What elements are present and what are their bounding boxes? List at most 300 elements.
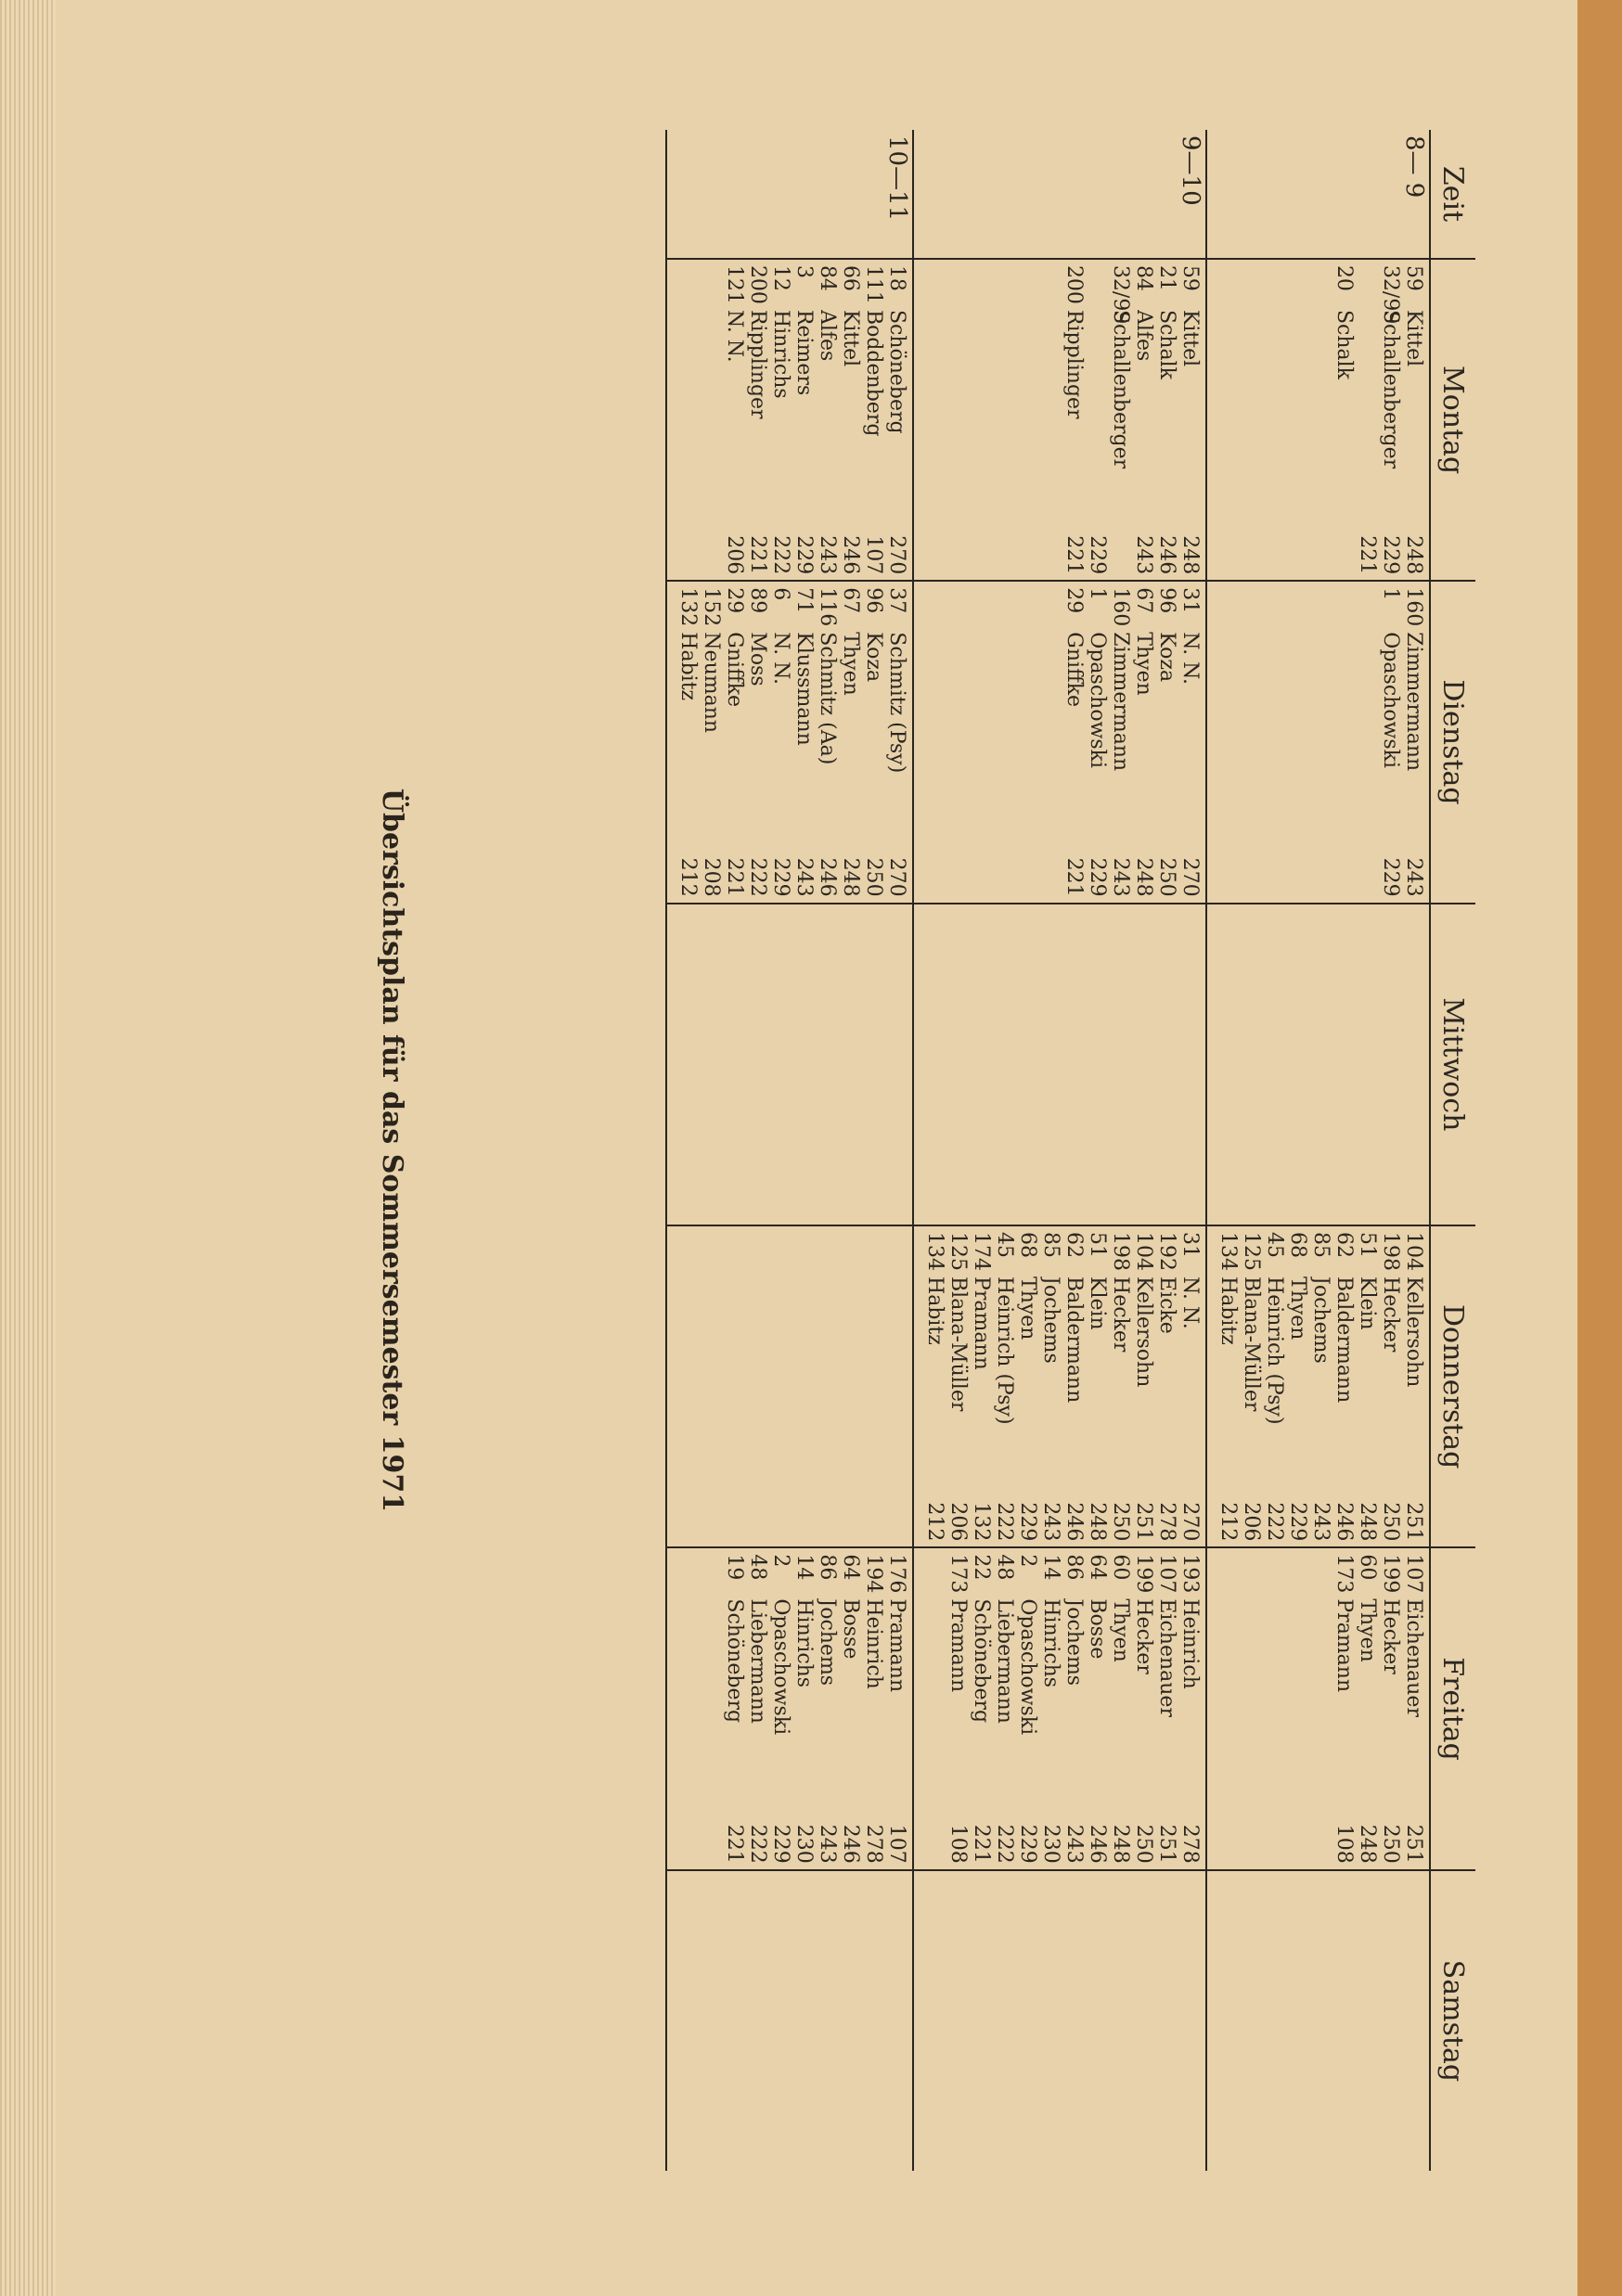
course-room: 222 — [993, 1824, 1016, 1864]
course-number: 200 — [746, 264, 769, 304]
course-room: 251 — [1402, 1824, 1425, 1864]
day-cell-mittwoch — [913, 904, 1206, 1225]
day-cell-samstag — [666, 1870, 913, 2171]
course-entry — [1062, 1232, 1086, 1541]
course-number: 67 — [1132, 587, 1155, 614]
course-room: 270 — [885, 535, 908, 575]
course-number: 32/99 — [1109, 264, 1132, 325]
course-entry — [1332, 265, 1356, 574]
course-entry — [1109, 265, 1132, 574]
course-entry — [1379, 1232, 1402, 1541]
course-lecturer: Blana-Müller — [946, 1276, 970, 1412]
course-lecturer: Moss — [746, 632, 769, 686]
course-entry — [885, 1554, 908, 1863]
course-room: 243 — [816, 535, 839, 575]
course-number: 22 — [970, 1554, 993, 1581]
course-number: 2 — [769, 1554, 792, 1568]
course-number: 107 — [1402, 1554, 1425, 1594]
course-entry — [1062, 587, 1086, 896]
course-number: 45 — [1263, 1232, 1286, 1259]
course-room: 243 — [1402, 857, 1425, 897]
course-number: 6 — [769, 587, 792, 601]
day-cell-dienstag — [913, 581, 1206, 903]
course-room: 250 — [1379, 1824, 1402, 1864]
course-number: 192 — [1155, 1232, 1178, 1272]
course-entry — [885, 265, 908, 574]
course-entry — [1086, 265, 1109, 574]
course-room: 229 — [1016, 1824, 1039, 1864]
course-entry — [839, 587, 862, 896]
course-lecturer: Koza — [862, 632, 885, 683]
course-number: 18 — [885, 264, 908, 291]
course-number: 86 — [816, 1554, 839, 1581]
course-lecturer: Alfes — [1132, 309, 1155, 362]
course-entry — [746, 265, 769, 574]
course-room: 229 — [769, 857, 792, 897]
course-number: 173 — [1332, 1554, 1356, 1594]
course-lecturer: Kellersohn — [1402, 1276, 1425, 1388]
course-number: 31 — [1178, 587, 1202, 614]
course-lecturer: Boddenberg — [862, 309, 885, 437]
header-freitag: Freitag — [1430, 1547, 1475, 1869]
course-entry — [723, 265, 746, 574]
course-number: 198 — [1379, 1232, 1402, 1272]
course-lecturer: Jochems — [1062, 1598, 1086, 1687]
course-number: 174 — [970, 1232, 993, 1272]
course-entry — [1309, 1232, 1332, 1541]
course-lecturer: Habitz — [1216, 1276, 1240, 1345]
course-lecturer: Blana-Müller — [1240, 1276, 1263, 1412]
course-entry — [1178, 1554, 1202, 1863]
course-room: 243 — [792, 857, 816, 897]
course-room: 248 — [839, 857, 862, 897]
course-lecturer: Baldermann — [1332, 1276, 1356, 1404]
course-number: 37 — [885, 587, 908, 614]
course-lecturer: Klein — [1356, 1276, 1379, 1330]
course-lecturer: Schalk — [1332, 309, 1356, 379]
course-number: 51 — [1086, 1232, 1109, 1259]
course-lecturer: Heinrich — [1178, 1598, 1202, 1689]
course-number: 45 — [993, 1232, 1016, 1259]
course-entry — [1402, 587, 1425, 896]
course-lecturer: Hinrichs — [769, 309, 792, 399]
day-cell-freitag — [913, 1547, 1206, 1869]
course-number: 199 — [1379, 1554, 1402, 1594]
time-cell: 9—10 — [913, 130, 1206, 259]
course-room: 229 — [769, 1824, 792, 1864]
course-room: 246 — [839, 1824, 862, 1864]
time-slot-row — [666, 130, 913, 2171]
course-lecturer: Thyen — [1132, 632, 1155, 696]
course-number: 104 — [1132, 1232, 1155, 1272]
course-number: 31 — [1178, 1232, 1202, 1259]
course-entry — [1132, 1232, 1155, 1541]
course-lecturer: Hecker — [1379, 1276, 1402, 1353]
course-room: 250 — [1155, 857, 1178, 897]
course-room: 251 — [1402, 1502, 1425, 1542]
course-room: 270 — [1178, 1502, 1202, 1542]
course-number: 20 — [1332, 264, 1356, 291]
course-number: 96 — [862, 587, 885, 614]
course-entry — [792, 265, 816, 574]
course-lecturer: Schmitz (Psy) — [885, 632, 908, 774]
time-slot-row — [913, 130, 1206, 2171]
course-lecturer: Thyen — [1109, 1598, 1132, 1662]
course-lecturer: Liebermann — [993, 1598, 1016, 1724]
course-number: 125 — [946, 1232, 970, 1272]
day-cell-donnerstag — [666, 1225, 913, 1547]
day-cell-donnerstag — [913, 1225, 1206, 1547]
course-lecturer: Hinrichs — [792, 1598, 816, 1688]
course-room: 229 — [792, 535, 816, 575]
course-number: 60 — [1109, 1554, 1132, 1581]
course-lecturer — [1356, 310, 1379, 530]
course-lecturer: Zimmermann — [1109, 632, 1132, 772]
course-room: 230 — [1039, 1824, 1062, 1864]
course-lecturer: Schmitz (Aa) — [816, 632, 839, 765]
day-cell-samstag — [1206, 1870, 1430, 2171]
course-entry — [792, 587, 816, 896]
course-lecturer: Pramann — [1332, 1598, 1356, 1693]
course-room: 270 — [1178, 857, 1202, 897]
course-number: 64 — [839, 1554, 862, 1581]
course-lecturer: Schallenberger — [1109, 309, 1132, 469]
course-entry — [923, 1232, 946, 1541]
course-room: 248 — [1132, 857, 1155, 897]
course-room: 212 — [676, 857, 700, 897]
course-lecturer: Thyen — [1286, 1276, 1309, 1340]
course-room: 248 — [1109, 1824, 1132, 1864]
course-room: 243 — [816, 1824, 839, 1864]
course-lecturer: Neumann — [700, 632, 723, 734]
course-number: 2 — [1016, 1554, 1039, 1568]
course-lecturer: Reimers — [792, 309, 816, 396]
time-slot-row — [1206, 130, 1430, 2171]
course-number: 104 — [1402, 1232, 1425, 1272]
course-lecturer — [1086, 310, 1109, 530]
course-room: 221 — [1356, 535, 1379, 575]
course-number: 59 — [1178, 264, 1202, 291]
course-entry — [723, 1554, 746, 1863]
course-room: 246 — [1155, 535, 1178, 575]
course-room: 243 — [1309, 1502, 1332, 1542]
course-entry — [1402, 265, 1425, 574]
course-entry — [1109, 587, 1132, 896]
day-cell-mittwoch — [1206, 904, 1430, 1225]
header-mittwoch: Mittwoch — [1430, 904, 1475, 1225]
time-cell: 8— 9 — [1206, 130, 1430, 259]
course-lecturer: Bosse — [1086, 1598, 1109, 1660]
day-cell-montag — [666, 259, 913, 581]
course-number: 67 — [839, 587, 862, 614]
course-number: 173 — [946, 1554, 970, 1594]
course-room: 229 — [1379, 857, 1402, 897]
course-lecturer: Habitz — [676, 632, 700, 701]
course-lecturer: Schöneberg — [970, 1598, 993, 1724]
course-lecturer: Pramann — [970, 1276, 993, 1370]
course-lecturer: Hecker — [1132, 1598, 1155, 1674]
course-room: 229 — [1086, 857, 1109, 897]
course-number: 14 — [1039, 1554, 1062, 1581]
header-montag: Montag — [1430, 259, 1475, 581]
course-entry — [1178, 265, 1202, 574]
course-number: 198 — [1109, 1232, 1132, 1272]
course-number: 85 — [1309, 1232, 1332, 1259]
course-entry — [1016, 1232, 1039, 1541]
course-entry — [769, 265, 792, 574]
course-room: 251 — [1132, 1502, 1155, 1542]
course-entry — [816, 265, 839, 574]
course-entry — [946, 1554, 970, 1863]
course-room: 222 — [746, 857, 769, 897]
course-number: 116 — [816, 587, 839, 627]
day-cell-dienstag — [1206, 581, 1430, 903]
course-number: 21 — [1155, 264, 1178, 291]
day-cell-montag — [913, 259, 1206, 581]
course-room: 270 — [885, 857, 908, 897]
header-dienstag: Dienstag — [1430, 581, 1475, 903]
course-room: 221 — [1062, 857, 1086, 897]
course-room: 208 — [700, 857, 723, 897]
course-lecturer: Hinrichs — [1039, 1598, 1062, 1688]
course-entry — [816, 1554, 839, 1863]
course-number: 60 — [1356, 1554, 1379, 1581]
course-entry — [1062, 1554, 1086, 1863]
course-number: 111 — [862, 264, 885, 304]
course-room: 248 — [1178, 535, 1202, 575]
course-number: 134 — [1216, 1232, 1240, 1272]
course-entry — [1332, 1232, 1356, 1541]
course-lecturer: Pramann — [946, 1598, 970, 1693]
course-entry — [1216, 1232, 1240, 1541]
course-number: 19 — [723, 1554, 746, 1581]
course-lecturer: Gniffke — [723, 632, 746, 708]
course-lecturer: Baldermann — [1062, 1276, 1086, 1404]
course-entry — [1286, 1232, 1309, 1541]
course-room: 248 — [1356, 1824, 1379, 1864]
header-zeit: Zeit — [1430, 130, 1475, 259]
course-lecturer: Jochems — [816, 1598, 839, 1687]
course-lecturer: Jochems — [1039, 1276, 1062, 1364]
course-number: 12 — [769, 264, 792, 291]
course-lecturer: Kittel — [1178, 309, 1202, 367]
course-number: 86 — [1062, 1554, 1086, 1581]
book-edge-strip — [1577, 0, 1622, 2296]
course-number: 32/99 — [1379, 264, 1402, 325]
course-entry — [839, 1554, 862, 1863]
header-samstag: Samstag — [1430, 1870, 1475, 2171]
course-room: 229 — [1016, 1502, 1039, 1542]
course-lecturer: Schallenberger — [1379, 309, 1402, 469]
course-number: 48 — [993, 1554, 1016, 1581]
course-entry — [1356, 1232, 1379, 1541]
course-lecturer: Kittel — [839, 309, 862, 367]
course-entry — [1240, 1232, 1263, 1541]
course-number — [1356, 265, 1379, 310]
course-number: 85 — [1039, 1232, 1062, 1259]
course-room: 250 — [1379, 1502, 1402, 1542]
course-lecturer: Opaschowski — [769, 1598, 792, 1736]
course-lecturer: Ripplinger — [1062, 309, 1086, 419]
course-lecturer: Habitz — [923, 1276, 946, 1345]
course-number — [1086, 265, 1109, 310]
course-entry — [792, 1554, 816, 1863]
course-number: 96 — [1155, 587, 1178, 614]
course-number: 152 — [700, 587, 723, 627]
course-entry — [946, 1232, 970, 1541]
course-entry — [816, 587, 839, 896]
course-lecturer: Thyen — [1016, 1276, 1039, 1340]
course-entry — [970, 1554, 993, 1863]
course-room: 243 — [1132, 535, 1155, 575]
course-number: 59 — [1402, 264, 1425, 291]
day-cell-donnerstag — [1206, 1225, 1430, 1547]
course-room: 243 — [1039, 1502, 1062, 1542]
course-room: 206 — [946, 1502, 970, 1542]
course-entry — [700, 587, 723, 896]
course-number: 48 — [746, 1554, 769, 1581]
course-room: 107 — [885, 1824, 908, 1864]
course-entry — [1132, 265, 1155, 574]
course-room: 229 — [1379, 535, 1402, 575]
course-lecturer: Ripplinger — [746, 309, 769, 419]
course-room: 278 — [1155, 1502, 1178, 1542]
course-lecturer: Kellersohn — [1132, 1276, 1155, 1388]
course-lecturer: Schöneberg — [723, 1598, 746, 1724]
day-cell-dienstag — [666, 581, 913, 903]
course-lecturer: Opaschowski — [1379, 632, 1402, 769]
course-lecturer: Eichenauer — [1155, 1598, 1178, 1717]
course-entry — [723, 587, 746, 896]
course-number: 84 — [1132, 264, 1155, 291]
course-room: 246 — [1086, 1824, 1109, 1864]
course-room: 246 — [1062, 1502, 1086, 1542]
course-number: 64 — [1086, 1554, 1109, 1581]
course-room: 230 — [792, 1824, 816, 1864]
course-entry — [1132, 1554, 1155, 1863]
course-entry — [769, 587, 792, 896]
course-number: 132 — [676, 587, 700, 627]
schedule-table — [665, 130, 1475, 2171]
course-number: 68 — [1286, 1232, 1309, 1259]
course-number: 3 — [792, 264, 816, 278]
course-number: 29 — [723, 587, 746, 614]
course-room: 251 — [1155, 1824, 1178, 1864]
course-room: 221 — [1062, 535, 1086, 575]
course-lecturer: Hecker — [1379, 1598, 1402, 1674]
course-lecturer: Bosse — [839, 1598, 862, 1660]
course-lecturer: Schalk — [1155, 309, 1178, 379]
course-number: 71 — [792, 587, 816, 614]
course-entry — [1109, 1232, 1132, 1541]
course-lecturer: Klein — [1086, 1276, 1109, 1330]
course-room: 221 — [970, 1824, 993, 1864]
course-room: 243 — [1109, 857, 1132, 897]
course-room: 248 — [1402, 535, 1425, 575]
course-number: 51 — [1356, 1232, 1379, 1259]
course-entry — [746, 587, 769, 896]
course-number: 14 — [792, 1554, 816, 1581]
course-number: 176 — [885, 1554, 908, 1594]
course-entry — [1263, 1232, 1286, 1541]
course-entry — [1109, 1554, 1132, 1863]
course-lecturer: Koza — [1155, 632, 1178, 683]
course-room: 206 — [723, 535, 746, 575]
course-lecturer: Liebermann — [746, 1598, 769, 1724]
course-entry — [746, 1554, 769, 1863]
course-room: 108 — [946, 1824, 970, 1864]
course-entry — [1086, 1232, 1109, 1541]
course-number: 89 — [746, 587, 769, 614]
course-lecturer: Eicke — [1155, 1276, 1178, 1334]
course-entry — [1178, 587, 1202, 896]
course-number: 68 — [1016, 1232, 1039, 1259]
schedule-body — [666, 130, 1430, 2171]
course-room: 206 — [1240, 1502, 1263, 1542]
course-room: 250 — [862, 857, 885, 897]
course-number: 29 — [1062, 587, 1086, 614]
course-room — [1332, 530, 1356, 574]
course-number: 194 — [862, 1554, 885, 1594]
course-entry — [839, 265, 862, 574]
header-row — [1430, 130, 1475, 2171]
course-room: 222 — [746, 1824, 769, 1864]
course-number: 199 — [1132, 1554, 1155, 1594]
course-entry — [1379, 587, 1402, 896]
course-entry — [993, 1554, 1016, 1863]
course-entry — [1155, 587, 1178, 896]
course-room: 107 — [862, 535, 885, 575]
course-number: 193 — [1178, 1554, 1202, 1594]
course-entry — [1039, 1554, 1062, 1863]
course-lecturer: Hecker — [1109, 1276, 1132, 1353]
course-room: 246 — [839, 535, 862, 575]
course-entry — [1155, 1232, 1178, 1541]
course-room: 243 — [1062, 1824, 1086, 1864]
course-entry — [1356, 1554, 1379, 1863]
course-number: 160 — [1109, 587, 1132, 627]
course-entry — [1155, 265, 1178, 574]
course-room: 246 — [816, 857, 839, 897]
course-room: 250 — [1132, 1824, 1155, 1864]
page-edge-stack — [0, 0, 56, 2296]
page-title: Übersichtsplan für das Sommersemester 1971 — [376, 788, 408, 1513]
course-entry — [862, 265, 885, 574]
course-room: 229 — [1286, 1502, 1309, 1542]
course-number: 134 — [923, 1232, 946, 1272]
course-lecturer: Pramann — [885, 1598, 908, 1693]
course-entry — [862, 1554, 885, 1863]
course-entry — [1086, 1554, 1109, 1863]
course-entry — [676, 587, 700, 896]
course-lecturer: Opaschowski — [1016, 1598, 1039, 1736]
course-lecturer: Thyen — [1356, 1598, 1379, 1662]
course-entry — [1155, 1554, 1178, 1863]
course-entry — [1178, 1232, 1202, 1541]
header-donnerstag: Donnerstag — [1430, 1225, 1475, 1547]
course-lecturer: Thyen — [839, 632, 862, 696]
course-number: 1 — [1379, 587, 1402, 601]
time-cell: 10—11 — [666, 130, 913, 259]
course-lecturer: Gniffke — [1062, 632, 1086, 708]
course-room: 108 — [1332, 1824, 1356, 1864]
course-number: 62 — [1062, 1232, 1086, 1259]
course-lecturer: Eichenauer — [1402, 1598, 1425, 1717]
course-room: 278 — [862, 1824, 885, 1864]
course-room: 222 — [1263, 1502, 1286, 1542]
course-room: 221 — [746, 535, 769, 575]
course-room: 221 — [723, 1824, 746, 1864]
